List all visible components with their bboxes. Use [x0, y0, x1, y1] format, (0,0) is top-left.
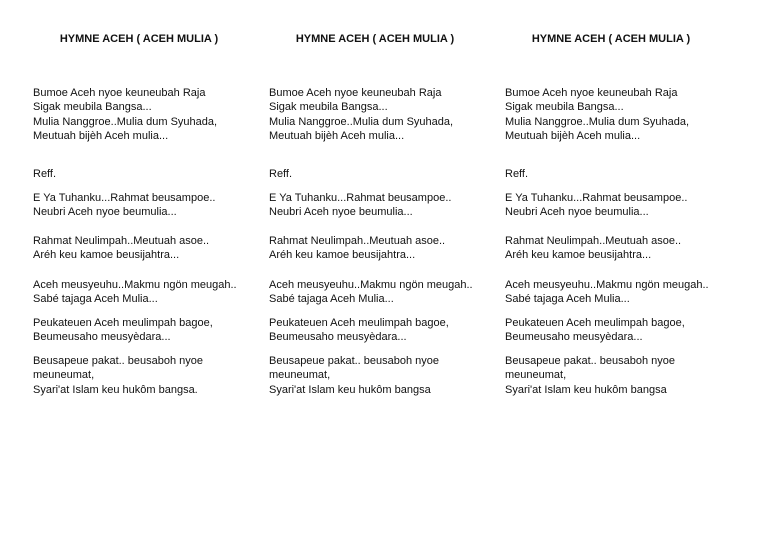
lyric-line: Aceh meusyeuhu..Makmu ngön meugah.. [33, 279, 237, 291]
hymn-title: HYMNE ACEH ( ACEH MULIA ) [295, 33, 455, 45]
lyric-line: Peukateuen Aceh meulimpah bagoe, [505, 317, 685, 329]
hymn-title: HYMNE ACEH ( ACEH MULIA ) [531, 33, 691, 45]
lyric-line: Bumoe Aceh nyoe keuneubah Raja [505, 87, 678, 99]
stanza-1 [505, 191, 717, 220]
hymn-title: HYMNE ACEH ( ACEH MULIA ) [59, 33, 219, 45]
verse-block [33, 86, 245, 144]
stanza-3 [33, 278, 245, 307]
lyric-line: Mulia Nanggroe..Mulia dum Syuhada, [505, 115, 690, 128]
lyric-line: E Ya Tuhanku...Rahmat beusampoe.. [505, 192, 688, 204]
lyric-line: Beusapeue pakat.. beusaboh nyoe meuneumat, [505, 355, 676, 382]
lyric-line: Meutuah bijèh Aceh mulia... [269, 130, 405, 143]
lyric-line: Sigak meubila Bangsa... [33, 101, 152, 114]
lyric-line: Neubri Aceh nyoe beumulia... [505, 206, 649, 219]
stanza-5 [505, 354, 717, 397]
lyric-line: Aréh keu kamoe beusijahtra... [33, 249, 180, 262]
stanza-5 [269, 354, 481, 397]
stanza-2 [505, 234, 717, 263]
lyric-line: E Ya Tuhanku...Rahmat beusampoe.. [33, 192, 216, 204]
lyric-line: Rahmat Neulimpah..Meutuah asoe.. [33, 235, 210, 247]
lyric-line: Mulia Nanggroe..Mulia dum Syuhada, [269, 115, 454, 128]
stanza-2 [269, 234, 481, 263]
lyric-line: Beumeusaho meusyèdara... [505, 331, 643, 344]
stanza-3 [269, 278, 481, 307]
stanza-1 [33, 191, 245, 220]
stanza-4 [33, 316, 245, 345]
lyric-line: Neubri Aceh nyoe beumulia... [269, 206, 413, 219]
lyric-line: Aréh keu kamoe beusijahtra... [269, 249, 416, 262]
lyric-line: Aceh meusyeuhu..Makmu ngön meugah.. [505, 279, 709, 291]
reff-label: Reff. [269, 168, 293, 180]
stanza-4 [505, 316, 717, 345]
stanza-3 [505, 278, 717, 307]
lyric-line: Bumoe Aceh nyoe keuneubah Raja [33, 87, 206, 99]
lyric-line: Aréh keu kamoe beusijahtra... [505, 249, 652, 262]
lyric-line: Sabé tajaga Aceh Mulia... [505, 293, 630, 306]
lyric-line: Beusapeue pakat.. beusaboh nyoe meuneumat, [269, 355, 440, 382]
lyric-line: Peukateuen Aceh meulimpah bagoe, [33, 317, 213, 329]
stanza-4 [269, 316, 481, 345]
reff-label: Reff. [505, 168, 529, 180]
reff-label: Reff. [33, 168, 57, 180]
lyric-line: Beumeusaho meusyèdara... [269, 331, 407, 344]
stanza-2 [33, 234, 245, 263]
lyric-line: Sabé tajaga Aceh Mulia... [269, 293, 394, 306]
verse-block [269, 86, 481, 144]
stanza-1 [269, 191, 481, 220]
lyric-line: Syari'at Islam keu hukôm bangsa. [33, 383, 198, 396]
lyric-line: Sigak meubila Bangsa... [269, 101, 388, 114]
lyric-line: Rahmat Neulimpah..Meutuah asoe.. [269, 235, 446, 247]
lyric-line: E Ya Tuhanku...Rahmat beusampoe.. [269, 192, 452, 204]
verse-block [505, 86, 717, 144]
lyric-line: Mulia Nanggroe..Mulia dum Syuhada, [33, 115, 218, 128]
lyric-line: Peukateuen Aceh meulimpah bagoe, [269, 317, 449, 329]
lyric-line: Meutuah bijèh Aceh mulia... [505, 130, 641, 143]
lyric-line: Syari'at Islam keu hukôm bangsa [269, 383, 431, 396]
stanza-5 [33, 354, 245, 397]
lyric-line: Neubri Aceh nyoe beumulia... [33, 206, 177, 219]
lyric-line: Bumoe Aceh nyoe keuneubah Raja [269, 87, 442, 99]
lyric-line: Meutuah bijèh Aceh mulia... [33, 130, 169, 143]
lyric-line: Sigak meubila Bangsa... [505, 101, 624, 114]
lyric-line: Rahmat Neulimpah..Meutuah asoe.. [505, 235, 682, 247]
lyric-line: Beumeusaho meusyèdara... [33, 331, 171, 344]
lyric-line: Aceh meusyeuhu..Makmu ngön meugah.. [269, 279, 473, 291]
lyric-line: Syari'at Islam keu hukôm bangsa [505, 383, 667, 396]
lyric-line: Beusapeue pakat.. beusaboh nyoe meuneumat, [33, 355, 204, 382]
lyric-line: Sabé tajaga Aceh Mulia... [33, 293, 158, 306]
